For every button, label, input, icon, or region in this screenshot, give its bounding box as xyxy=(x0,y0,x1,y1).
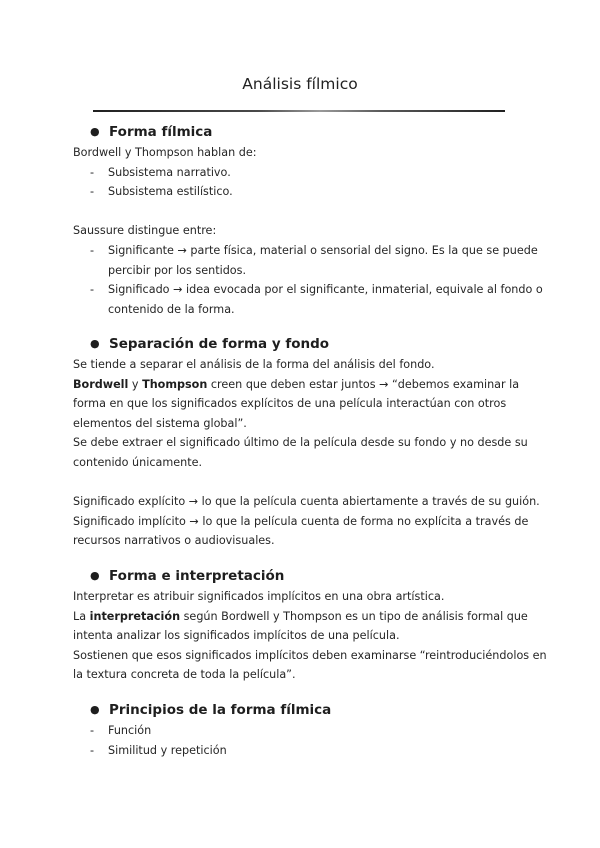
paragraph: Bordwell y Thompson hablan de: xyxy=(73,146,257,159)
paragraph: Saussure distingue entre: xyxy=(73,224,217,238)
paragraph: Significado explícito → lo que la película cuenta abiertamente a través de su guión. xyxy=(73,495,540,509)
list-item: - Subsistema narrativo. xyxy=(73,163,543,183)
document-title: Análisis fílmico xyxy=(242,75,358,93)
list-item: - Significante → parte física, material o sensorial del signo. Es la que se puede percibir por los sentidos. xyxy=(73,241,543,280)
list-item: - Subsistema estilístico. xyxy=(73,182,543,202)
dash-icon: - xyxy=(90,165,95,179)
paragraph: Significado implícito → lo que la película cuenta de forma no explícita a través de xyxy=(73,514,529,528)
dash-icon: - xyxy=(90,185,95,199)
list-item: - Función xyxy=(73,721,543,741)
section-separacion xyxy=(73,333,543,551)
paragraph: La interpretación según Bordwell y Thompson es un tipo de análisis formal que xyxy=(73,609,528,623)
section-heading: ● Forma e interpretación xyxy=(73,565,543,587)
paragraph: contenido únicamente. xyxy=(73,455,203,469)
paragraph: Se debe extraer el significado último de la película desde su fondo y no desde su xyxy=(73,436,528,450)
list-item: - Significado → idea evocada por el significante, inmaterial, equivale al fondo o contenido de la forma. xyxy=(73,280,543,319)
bullet-icon: ● xyxy=(90,569,100,582)
section-interpretacion xyxy=(73,565,547,685)
title-divider xyxy=(93,110,505,112)
bullet-icon: ● xyxy=(90,125,100,138)
paragraph: elementos del sistema global”. xyxy=(73,416,247,430)
section-heading: ● Separación de forma y fondo xyxy=(73,333,543,355)
paragraph: intenta analizar los significados implícitos de una película. xyxy=(73,629,400,643)
dash-icon: - xyxy=(90,243,95,257)
section-forma-filmica xyxy=(73,121,543,319)
paragraph: la textura concreta de toda la película”. xyxy=(73,668,296,682)
section-heading: ● Principios de la forma fílmica xyxy=(73,699,543,721)
paragraph: forma en que los significados explícitos de una película interactúan con otros xyxy=(73,397,507,411)
list-item: - Similitud y repetición xyxy=(73,741,543,761)
dash-icon: - xyxy=(90,743,95,757)
paragraph: Sostienen que esos significados implícitos deben examinarse “reintroduciéndolos en xyxy=(73,648,547,662)
paragraph: Bordwell y Thompson creen que deben estar juntos → “debemos examinar la xyxy=(73,377,520,391)
bullet-icon: ● xyxy=(90,703,100,716)
section-heading: ● Forma fílmica xyxy=(73,121,543,143)
dash-icon: - xyxy=(90,283,95,297)
section-principios xyxy=(73,699,543,760)
dash-icon: - xyxy=(90,724,95,737)
bullet-icon: ● xyxy=(90,337,100,350)
paragraph: Interpretar es atribuir significados implícitos en una obra artística. xyxy=(73,590,445,603)
paragraph: recursos narrativos o audiovisuales. xyxy=(73,534,275,548)
paragraph: Se tiende a separar el análisis de la forma del análisis del fondo. xyxy=(73,358,435,371)
